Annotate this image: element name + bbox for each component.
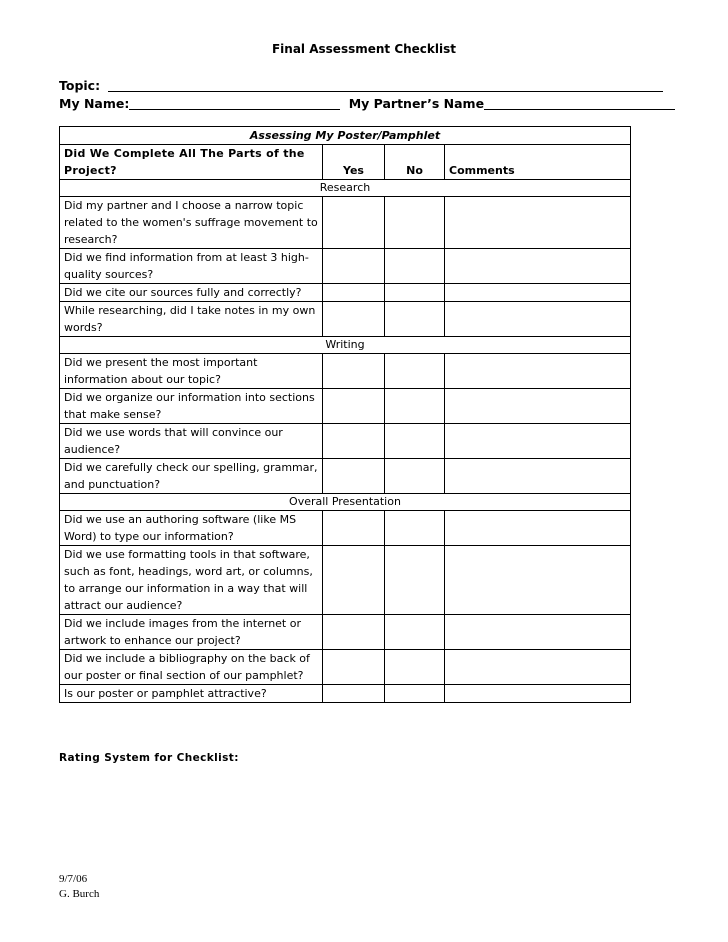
comments-cell[interactable] [445,302,631,337]
table-row [60,197,631,249]
table-row [60,615,631,650]
table-row [60,685,631,703]
topic-blank [108,78,663,92]
question-cell: Did we cite our sources fully and correctly? [60,284,323,302]
table-row [60,249,631,284]
rating-system-label: Rating System for Checklist: [59,752,239,764]
document-title: Final Assessment Checklist [271,42,457,56]
no-cell[interactable] [385,615,445,650]
no-cell[interactable] [385,650,445,685]
footer [59,872,99,902]
yes-cell[interactable] [323,615,385,650]
section-row [60,337,631,354]
yes-cell[interactable] [323,424,385,459]
yes-cell[interactable] [323,302,385,337]
topic-line [59,78,663,93]
yes-cell[interactable] [323,249,385,284]
partner-label: My Partner’s Name [348,96,485,111]
footer-date: 9/7/06 [59,873,88,885]
yes-cell[interactable] [323,511,385,546]
yes-cell[interactable] [323,650,385,685]
question-cell: Did we find information from at least 3 high-quality sources? [60,249,323,284]
question-cell: Did we carefully check our spelling, grammar, and punctuation? [60,459,323,494]
no-cell[interactable] [385,459,445,494]
question-cell: Did my partner and I choose a narrow topic related to the women's suffrage movement to research? [60,197,323,249]
name-line [59,96,675,111]
header-comments: Comments [445,145,631,180]
header-no: No [385,145,445,180]
header-yes: Yes [323,145,385,180]
table-heading: Assessing My Poster/Pamphlet [60,127,631,145]
comments-cell[interactable] [445,424,631,459]
no-cell[interactable] [385,424,445,459]
no-cell[interactable] [385,511,445,546]
comments-cell[interactable] [445,511,631,546]
name-label: My Name: [59,96,130,111]
yes-cell[interactable] [323,546,385,615]
comments-cell[interactable] [445,389,631,424]
no-cell[interactable] [385,546,445,615]
table-row [60,284,631,302]
yes-cell[interactable] [323,197,385,249]
no-cell[interactable] [385,249,445,284]
question-cell: Did we present the most important information about our topic? [60,354,323,389]
question-cell: Did we include images from the internet or artwork to enhance our project? [60,615,323,650]
table-row [60,459,631,494]
table-row [60,650,631,685]
no-cell[interactable] [385,197,445,249]
yes-cell[interactable] [323,459,385,494]
partner-blank [484,96,675,110]
section-row [60,494,631,511]
comments-cell[interactable] [445,459,631,494]
table-row [60,546,631,615]
section-row [60,180,631,197]
topic-label: Topic: [59,78,101,93]
comments-cell[interactable] [445,354,631,389]
section-heading: Overall Presentation [60,494,631,511]
no-cell[interactable] [385,685,445,703]
table-row [60,424,631,459]
section-heading: Research [60,180,631,197]
no-cell[interactable] [385,354,445,389]
question-cell: Did we use words that will convince our audience? [60,424,323,459]
yes-cell[interactable] [323,284,385,302]
comments-cell[interactable] [445,249,631,284]
yes-cell[interactable] [323,685,385,703]
comments-cell[interactable] [445,650,631,685]
question-cell: Did we use an authoring software (like MS Word) to type our information? [60,511,323,546]
question-cell: Did we organize our information into sections that make sense? [60,389,323,424]
comments-cell[interactable] [445,546,631,615]
table-row [60,511,631,546]
question-cell: Is our poster or pamphlet attractive? [60,685,323,703]
no-cell[interactable] [385,389,445,424]
comments-cell[interactable] [445,197,631,249]
table-row [60,389,631,424]
question-cell: While researching, did I take notes in my own words? [60,302,323,337]
table-header-row [60,145,631,180]
section-heading: Writing [60,337,631,354]
comments-cell[interactable] [445,615,631,650]
checklist-table [59,126,631,703]
yes-cell[interactable] [323,389,385,424]
header-question: Did We Complete All The Parts of the Project? [60,145,323,180]
comments-cell[interactable] [445,284,631,302]
no-cell[interactable] [385,302,445,337]
no-cell[interactable] [385,284,445,302]
question-cell: Did we use formatting tools in that software, such as font, headings, word art, or columns, to arrange our information in a way that will attract our audience? [60,546,323,615]
footer-author: G. Burch [59,888,100,900]
comments-cell[interactable] [445,685,631,703]
yes-cell[interactable] [323,354,385,389]
table-row [60,302,631,337]
table-row [60,354,631,389]
name-blank [129,96,340,110]
table-heading-row [60,127,631,145]
question-cell: Did we include a bibliography on the back of our poster or final section of our pamphlet? [60,650,323,685]
